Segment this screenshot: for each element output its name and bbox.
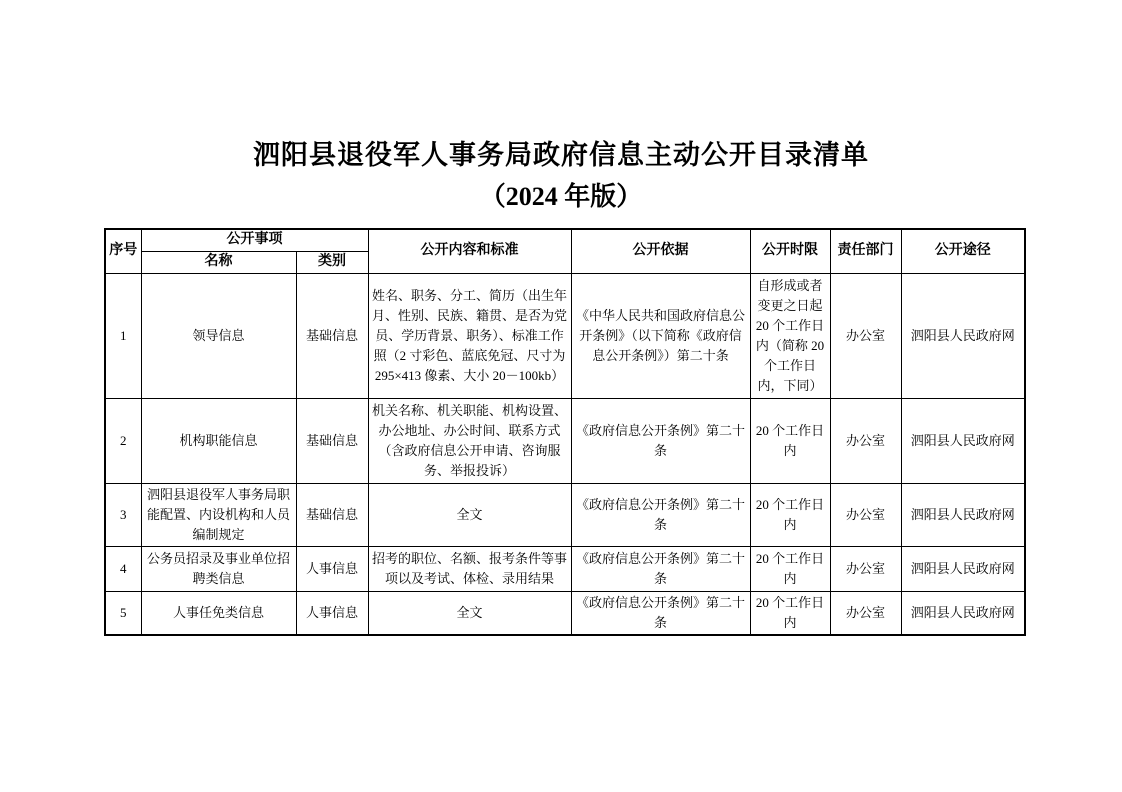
cell-name: 领导信息 (141, 273, 296, 398)
cell-basis: 《政府信息公开条例》第二十条 (571, 398, 750, 483)
cell-content: 全文 (368, 591, 571, 635)
cell-serial: 1 (105, 273, 141, 398)
cell-department: 办公室 (830, 398, 901, 483)
cell-department: 办公室 (830, 483, 901, 546)
table-row (105, 546, 1025, 591)
cell-time-limit: 20 个工作日内 (750, 546, 830, 591)
cell-time-limit: 20 个工作日内 (750, 398, 830, 483)
table-row (105, 273, 1025, 398)
cell-content: 机关名称、机关职能、机构设置、办公地址、办公时间、联系方式（含政府信息公开申请、咨询服务、举报投诉） (368, 398, 571, 483)
cell-content: 招考的职位、名额、报考条件等事项以及考试、体检、录用结果 (368, 546, 571, 591)
cell-time-limit: 自形成或者变更之日起 20 个工作日内（简称 20 个工作日内，下同） (750, 273, 830, 398)
document-subtitle: （2024 年版） (479, 182, 643, 211)
cell-basis: 《政府信息公开条例》第二十条 (571, 483, 750, 546)
header-department: 责任部门 (830, 229, 901, 273)
cell-channel: 泗阳县人民政府网 (901, 546, 1025, 591)
cell-category: 人事信息 (296, 591, 368, 635)
cell-basis: 《政府信息公开条例》第二十条 (571, 591, 750, 635)
table-row (105, 483, 1025, 546)
cell-category: 基础信息 (296, 398, 368, 483)
table-row (105, 591, 1025, 635)
cell-department: 办公室 (830, 546, 901, 591)
disclosure-catalog-table (104, 228, 1026, 636)
cell-name: 机构职能信息 (141, 398, 296, 483)
cell-content: 姓名、职务、分工、简历（出生年月、性别、民族、籍贯、是否为党员、学历背景、职务）、标准工作照（2 寸彩色、蓝底免冠、尺寸为 295×413 像素、大小 20－100kb） (368, 273, 571, 398)
header-basis: 公开依据 (571, 229, 750, 273)
header-channel: 公开途径 (901, 229, 1025, 273)
cell-department: 办公室 (830, 591, 901, 635)
cell-name: 公务员招录及事业单位招聘类信息 (141, 546, 296, 591)
header-serial: 序号 (105, 229, 141, 273)
header-name: 名称 (141, 251, 296, 273)
cell-name: 人事任免类信息 (141, 591, 296, 635)
cell-category: 基础信息 (296, 273, 368, 398)
cell-serial: 4 (105, 546, 141, 591)
cell-time-limit: 20 个工作日内 (750, 591, 830, 635)
cell-channel: 泗阳县人民政府网 (901, 483, 1025, 546)
cell-name: 泗阳县退役军人事务局职能配置、内设机构和人员编制规定 (141, 483, 296, 546)
cell-category: 基础信息 (296, 483, 368, 546)
table-row (105, 398, 1025, 483)
cell-serial: 3 (105, 483, 141, 546)
cell-channel: 泗阳县人民政府网 (901, 591, 1025, 635)
cell-time-limit: 20 个工作日内 (750, 483, 830, 546)
cell-department: 办公室 (830, 273, 901, 398)
cell-category: 人事信息 (296, 546, 368, 591)
cell-content: 全文 (368, 483, 571, 546)
header-content-standard: 公开内容和标准 (368, 229, 571, 273)
cell-basis: 《中华人民共和国政府信息公开条例》（以下简称《政府信息公开条例》）第二十条 (571, 273, 750, 398)
cell-channel: 泗阳县人民政府网 (901, 398, 1025, 483)
header-time-limit: 公开时限 (750, 229, 830, 273)
header-disclosure-item: 公开事项 (141, 229, 368, 251)
cell-serial: 5 (105, 591, 141, 635)
cell-serial: 2 (105, 398, 141, 483)
header-category: 类别 (296, 251, 368, 273)
document-title: 泗阳县退役军人事务局政府信息主动公开目录清单 (253, 140, 869, 170)
cell-basis: 《政府信息公开条例》第二十条 (571, 546, 750, 591)
cell-channel: 泗阳县人民政府网 (901, 273, 1025, 398)
